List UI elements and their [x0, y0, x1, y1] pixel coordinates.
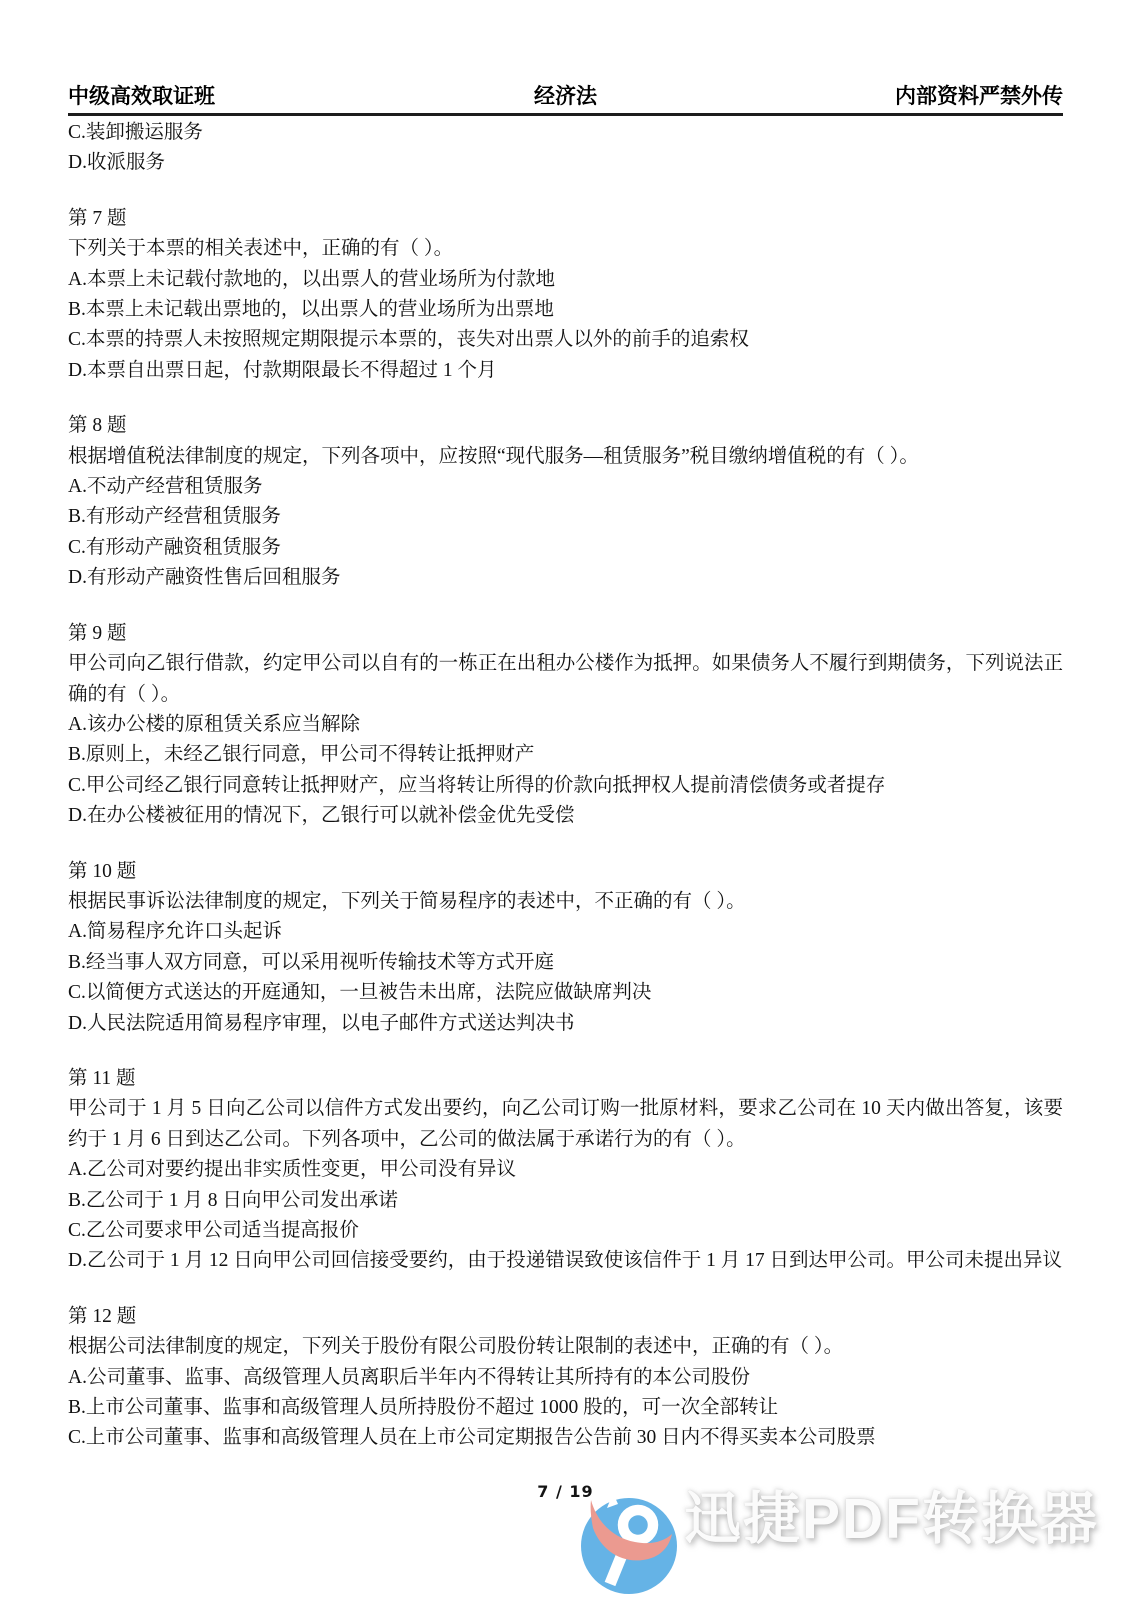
question-option: C.以简便方式送达的开庭通知，一旦被告未出席，法院应做缺席判决: [68, 982, 652, 1004]
question-option: C.乙公司要求甲公司适当提高报价: [68, 1220, 359, 1241]
question-option: C.上市公司董事、监事和高级管理人员在上市公司定期报告公告前 30 日内不得买卖本公司股票: [68, 1427, 876, 1449]
confidential-notice: 内部资料严禁外传: [895, 85, 1064, 108]
question-option: D.收派服务: [68, 152, 165, 174]
question-option: A.乙公司对要约提出非实质性变更，甲公司没有异议: [68, 1159, 516, 1181]
question-number: 第 8 题: [68, 415, 127, 437]
question-list: [68, 204, 1063, 1454]
question-stem: 根据公司法律制度的规定，下列关于股份有限公司股份转让限制的表述中，正确的有（ ）。: [68, 1336, 844, 1358]
question-option: D.本票自出票日起，付款期限最长不得超过 1 个月: [68, 359, 497, 381]
carryover-options: [68, 118, 1063, 179]
question-number: 第 12 题: [68, 1305, 137, 1327]
question-option: B.原则上，未经乙银行同意，甲公司不得转让抵押财产: [68, 744, 535, 766]
question-option: A.该办公楼的原租赁关系应当解除: [68, 713, 360, 735]
question-block: [68, 857, 1063, 1039]
question-block: [68, 1302, 1063, 1454]
question-option: A.简易程序允许口头起诉: [68, 921, 282, 943]
question-body: [68, 116, 1063, 1454]
question-block: [68, 204, 1063, 386]
question-option: C.本票的持票人未按照规定期限提示本票的，丧失对出票人以外的前手的追索权: [68, 329, 749, 351]
question-number: 第 7 题: [68, 207, 127, 229]
question-option: C.甲公司经乙银行同意转让抵押财产，应当将转让所得的价款向抵押权人提前清偿债务或者提存: [68, 774, 886, 796]
question-number: 第 9 题: [68, 622, 127, 644]
question-block: [68, 619, 1063, 832]
question-number: 第 10 题: [68, 860, 137, 882]
subject-title: 经济法: [534, 85, 597, 108]
question-option: B.乙公司于 1 月 8 日向甲公司发出承诺: [68, 1189, 398, 1211]
question-stem: 根据增值税法律制度的规定，下列各项中，应按照“现代服务—租赁服务”税目缴纳增值税的有（ ）。: [68, 445, 919, 467]
page-header: [68, 0, 1063, 110]
question-stem: 根据民事诉讼法律制度的规定，下列关于简易程序的表述中，不正确的有（ ）。: [68, 890, 746, 912]
question-option: B.上市公司董事、监事和高级管理人员所持股份不超过 1000 股的，可一次全部转让: [68, 1397, 779, 1419]
question-option: B.有形动产经营租赁服务: [68, 506, 281, 528]
question-option: C.有形动产融资租赁服务: [68, 536, 281, 558]
watermark-text: 迅捷PDF转换器: [684, 1487, 1099, 1551]
question-stem: 甲公司向乙银行借款，约定甲公司以自有的一栋正在出租办公楼作为抵押。如果债务人不履行到期债务，下列说法正确的有（ ）。: [68, 653, 1063, 705]
question-option: C.装卸搬运服务: [68, 122, 203, 143]
question-option: D.人民法院适用简易程序审理，以电子邮件方式送达判决书: [68, 1012, 575, 1034]
course-title: 中级高效取证班: [68, 85, 215, 108]
question-option: D.在办公楼被征用的情况下，乙银行可以就补偿金优先受偿: [68, 805, 575, 827]
question-option: A.本票上未记载付款地的，以出票人的营业场所为付款地: [68, 268, 555, 290]
question-option: A.公司董事、监事、高级管理人员离职后半年内不得转让其所持有的本公司股份: [68, 1366, 750, 1388]
pdf-converter-logo-icon: [577, 1492, 681, 1596]
question-number: 第 11 题: [68, 1067, 136, 1089]
question-option: A.不动产经营租赁服务: [68, 476, 263, 498]
question-stem: 甲公司于 1 月 5 日向乙公司以信件方式发出要约，向乙公司订购一批原材料，要求乙公司在 10 天内做出答复，该要约于 1 月 6 日到达乙公司。下列各项中，乙公司的做法属于承诺行为的有（ ）。: [68, 1098, 1063, 1150]
question-block: [68, 411, 1063, 593]
question-block: [68, 1064, 1063, 1277]
page-content: [68, 0, 1063, 1454]
question-stem: 下列关于本票的相关表述中，正确的有（ ）。: [68, 238, 454, 260]
question-option: B.经当事人双方同意，可以采用视听传输技术等方式开庭: [68, 951, 554, 973]
question-option: D.乙公司于 1 月 12 日向甲公司回信接受要约，由于投递错误致使该信件于 1 月 17 日到达甲公司。甲公司未提出异议: [68, 1250, 1062, 1272]
question-option: B.本票上未记载出票地的，以出票人的营业场所为出票地: [68, 299, 554, 321]
page-indicator: 7 / 19: [537, 1482, 594, 1501]
question-option: D.有形动产融资性售后回租服务: [68, 567, 341, 589]
